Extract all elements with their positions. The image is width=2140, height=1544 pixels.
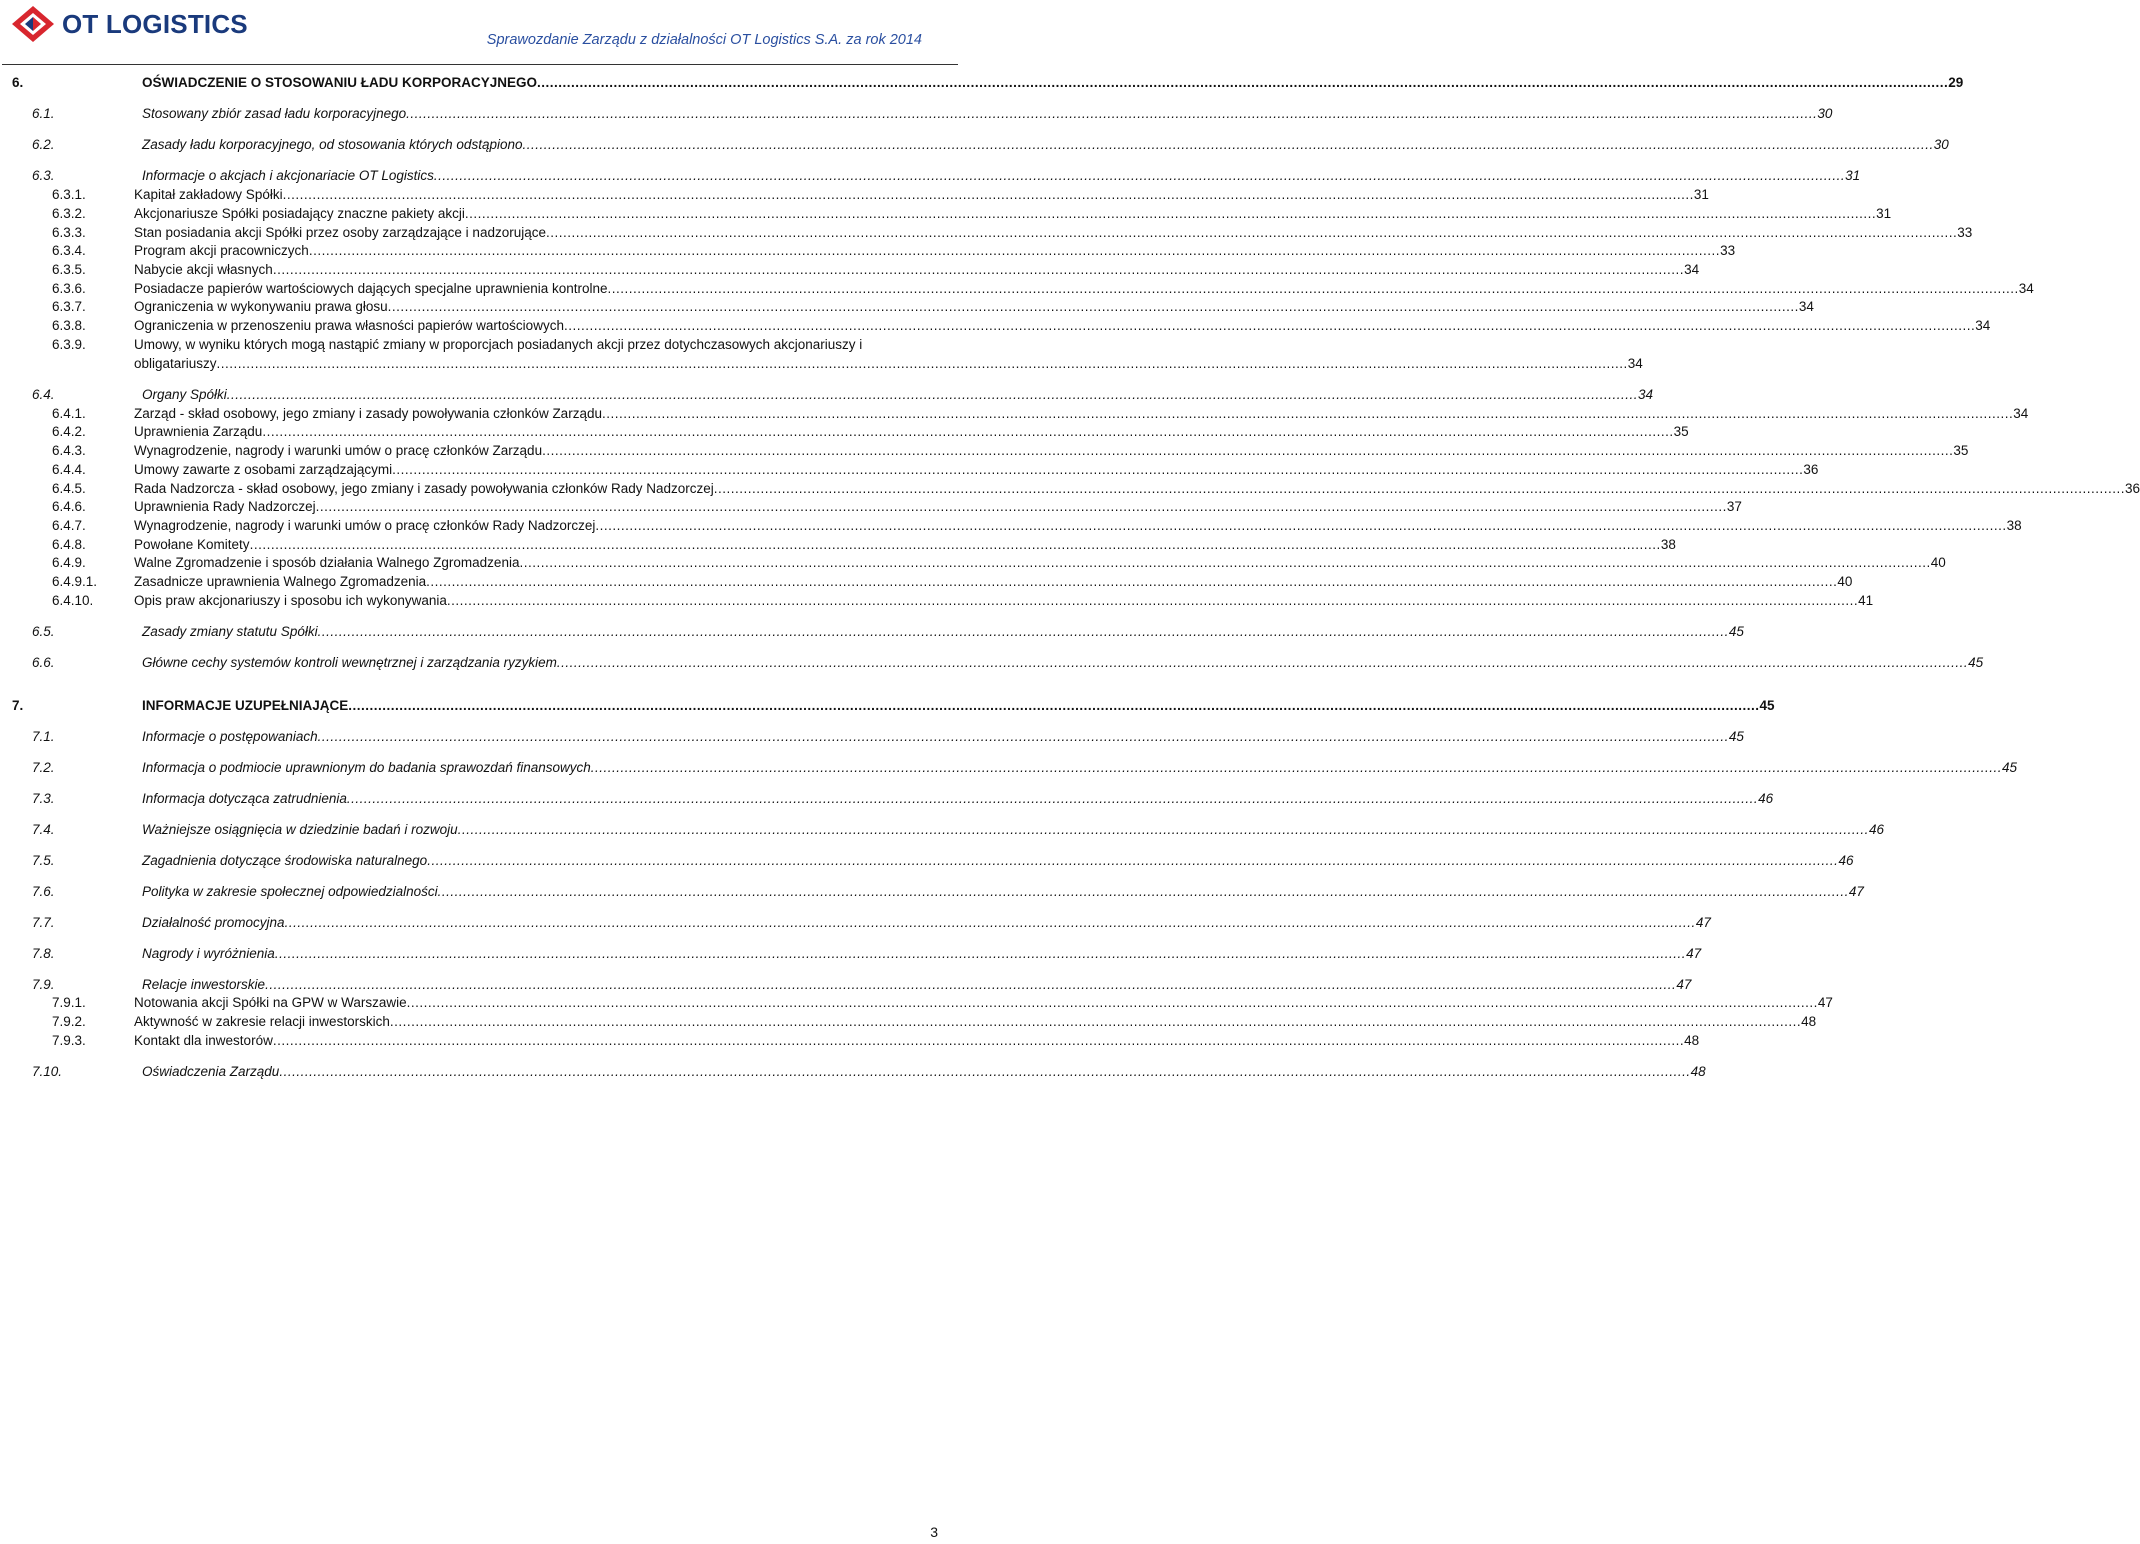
toc-entry-page: 31 (1693, 187, 1709, 202)
toc-entry-link[interactable] (134, 1032, 1700, 1050)
toc-entry-number: 6.2. (32, 137, 55, 152)
toc-entry-number: 6.4.9. (52, 555, 86, 570)
toc-entry-number: 6.3.9. (52, 337, 86, 352)
toc-entry-title: Informacja o podmiocie uprawnionym do badania sprawozdań finansowych (142, 760, 591, 775)
dot-leader (347, 790, 1758, 808)
toc-entry-page: 34 (1684, 262, 1700, 277)
toc-entry-page: 36 (2125, 481, 2140, 496)
toc-entry-link[interactable] (134, 1013, 1817, 1031)
dot-leader (595, 517, 2006, 535)
dot-leader (591, 759, 2002, 777)
toc-entry-page: 30 (1817, 106, 1833, 121)
toc-entry-page: 45 (1968, 655, 1984, 670)
toc-entry-number: 6.3.3. (52, 225, 86, 240)
dot-leader (465, 205, 1876, 223)
header-divider (2, 64, 958, 65)
toc-entry-page: 35 (1673, 424, 1689, 439)
toc-entry-page: 30 (1933, 137, 1949, 152)
toc-entry-number: 6.4.7. (52, 518, 86, 533)
toc-entry-title: Organy Spółki (142, 387, 227, 402)
toc-entry-page: 35 (1953, 443, 1969, 458)
toc-entry-link[interactable] (134, 280, 2034, 298)
toc-entry-title: Nabycie akcji własnych (134, 262, 273, 277)
dot-leader (392, 461, 1803, 479)
dot-leader (283, 186, 1694, 204)
toc-entry-number: 7.9. (32, 977, 55, 992)
toc-entry-title: Walne Zgromadzenie i sposób działania Walnego Zgromadzenia (134, 555, 520, 570)
toc-entry-title: Rada Nadzorcza - skład osobowy, jego zmiany i zasady powoływania członków Rady Nadzorczej (134, 481, 714, 496)
toc-entry-number: 6.4.6. (52, 499, 86, 514)
toc-entry-title: Informacja dotycząca zatrudnienia (142, 791, 347, 806)
dot-leader (285, 914, 1696, 932)
toc-entry-title: Wynagrodzenie, nagrody i warunki umów o pracę członków Zarządu (134, 443, 543, 458)
dot-leader (434, 167, 1845, 185)
logo-text: OT LOGISTICS (62, 8, 248, 39)
toc-entry-link[interactable] (134, 186, 1709, 204)
dot-leader (217, 355, 1628, 373)
toc-entry-number: 6.3.5. (52, 262, 86, 277)
toc-entry-number: 6.6. (32, 655, 55, 670)
toc-entry-page: 48 (1801, 1014, 1817, 1029)
dot-leader (279, 1063, 1690, 1081)
toc-entry-page: 37 (1726, 499, 1742, 514)
toc-entry-title: Ograniczenia w przenoszeniu prawa własności papierów wartościowych (134, 318, 564, 333)
toc-entry-link[interactable] (142, 697, 1775, 715)
toc-entry-title: Kontakt dla inwestorów (134, 1033, 273, 1048)
toc-entry-page: 47 (1686, 946, 1702, 961)
toc-entry-number: 6.3.4. (52, 243, 86, 258)
toc-entry-page: 45 (2002, 760, 2018, 775)
toc-entry-page: 33 (1720, 243, 1736, 258)
toc-entry-number: 7.3. (32, 791, 55, 806)
toc-entry-link[interactable] (142, 852, 1854, 870)
toc-entry-title: Stan posiadania akcji Spółki przez osoby zarządzające i nadzorujące (134, 225, 546, 240)
toc-entry-link[interactable] (134, 442, 1969, 460)
toc-entry-title: Zasadnicze uprawnienia Walnego Zgromadzenia (134, 574, 427, 589)
toc-entry-page: 45 (1728, 729, 1744, 744)
toc-entry-page: 34 (1798, 299, 1814, 314)
dot-leader (407, 994, 1818, 1012)
toc-entry-number: 7.5. (32, 853, 55, 868)
toc-entry-link[interactable] (142, 976, 1692, 994)
toc-entry-link[interactable] (134, 261, 1700, 279)
toc-entry-title: Zasady ładu korporacyjnego, od stosowania których odstąpiono (142, 137, 523, 152)
toc-entry-link[interactable] (134, 242, 1736, 260)
toc-entry-page: 41 (1858, 593, 1874, 608)
dot-leader (427, 852, 1838, 870)
toc-entry-number: 6.4.5. (52, 481, 86, 496)
toc-entry-page: 31 (1876, 206, 1892, 221)
toc-entry-link[interactable] (142, 623, 1744, 641)
toc-entry-page: 34 (2018, 281, 2034, 296)
toc-entry-number: 6.3. (32, 168, 55, 183)
dot-leader (438, 883, 1849, 901)
toc-entry-link[interactable] (134, 517, 2022, 535)
toc-entry-number: 6.3.6. (52, 281, 86, 296)
toc-entry-link[interactable] (142, 105, 1833, 123)
dot-leader (227, 386, 1638, 404)
toc-entry-number: 6.3.2. (52, 206, 86, 221)
toc-entry-title: Stosowany zbiór zasad ładu korporacyjnego (142, 106, 407, 121)
toc-entry-page: 31 (1845, 168, 1861, 183)
toc-entry-title: Polityka w zakresie społecznej odpowiedzialności (142, 884, 438, 899)
toc-entry-link[interactable] (142, 654, 1984, 672)
toc-entry-title: Nagrody i wyróżnienia (142, 946, 275, 961)
toc-entry-title: Ograniczenia w wykonywaniu prawa głosu (134, 299, 388, 314)
toc-entry-page: 40 (1837, 574, 1853, 589)
dot-leader (519, 554, 1930, 572)
dot-leader (390, 1013, 1801, 1031)
toc-entry-title: Uprawnienia Rady Nadzorczej (134, 499, 316, 514)
toc-entry-page: 47 (1695, 915, 1711, 930)
dot-leader (265, 976, 1676, 994)
toc-entry-page: 46 (1758, 791, 1774, 806)
toc-entry-number: 6.4.8. (52, 537, 86, 552)
toc-entry-number: 6. (12, 75, 24, 90)
toc-entry-page: 34 (1638, 387, 1654, 402)
toc-entry-link[interactable] (134, 405, 2029, 423)
dot-leader (714, 480, 2125, 498)
dot-leader (318, 623, 1729, 641)
toc-entry-title: obligatariuszy (134, 356, 217, 371)
toc-entry-title: Akcjonariusze Spółki posiadający znaczne pakiety akcji (134, 206, 465, 221)
toc-entry-number: 7.7. (32, 915, 55, 930)
toc-entry-link[interactable] (134, 554, 1946, 572)
toc-entry-title: OŚWIADCZENIE O STOSOWANIU ŁADU KORPORACYJNEGO (142, 75, 538, 90)
toc-entry-title: Program akcji pracowniczych (134, 243, 309, 258)
toc-entry-number: 6.4.1. (52, 406, 86, 421)
dot-leader (275, 945, 1686, 963)
toc-entry-page: 40 (1930, 555, 1946, 570)
dot-leader (273, 1032, 1684, 1050)
toc-entry-link[interactable] (134, 573, 1853, 591)
toc-entry-page: 34 (2013, 406, 2029, 421)
toc-entry-link[interactable] (142, 136, 1949, 154)
toc-entry-number: 7. (12, 698, 24, 713)
dot-leader (250, 536, 1661, 554)
toc-entry-page: 34 (1975, 318, 1991, 333)
dot-leader (316, 498, 1727, 516)
toc-entry-page: 47 (1817, 995, 1833, 1010)
toc-entry-link[interactable] (142, 728, 1744, 746)
toc-entry-page: 48 (1684, 1033, 1700, 1048)
toc-entry-link[interactable] (142, 790, 1774, 808)
toc-entry-link[interactable] (134, 355, 1643, 373)
toc-entry-title: Umowy zawarte z osobami zarządzającymi (134, 462, 393, 477)
dot-leader (388, 298, 1799, 316)
toc-entry-page: 46 (1838, 853, 1854, 868)
dot-leader (262, 423, 1673, 441)
dot-leader (546, 224, 1957, 242)
toc-entry-number: 7.9.2. (52, 1014, 86, 1029)
toc-entry-number: 6.4.9.1. (52, 574, 98, 589)
dot-leader (447, 592, 1858, 610)
toc-entry-link[interactable] (134, 994, 1833, 1012)
dot-leader (426, 573, 1837, 591)
toc-entry-page: 48 (1690, 1064, 1706, 1079)
toc-entry-number: 6.3.7. (52, 299, 86, 314)
toc-entry-title: Uprawnienia Zarządu (134, 424, 263, 439)
dot-leader (602, 405, 2013, 423)
toc-entry-number: 6.4.4. (52, 462, 86, 477)
toc-entry-number: 6.4. (32, 387, 55, 402)
report-title: Sprawozdanie Zarządu z działalności OT Logistics S.A. za rok 2014 (486, 32, 922, 48)
toc-entry-page: 45 (1728, 624, 1744, 639)
toc-entry-page: 46 (1868, 822, 1884, 837)
toc-entry-number: 7.4. (32, 822, 55, 837)
dot-leader (458, 821, 1869, 839)
toc-entry-title: Główne cechy systemów kontroli wewnętrznej i zarządzania ryzykiem (142, 655, 557, 670)
toc-entry-title-line1: Umowy, w wyniku których mogą nastąpić zmiany w proporcjach posiadanych akcji przez dotychczasowych akcjonariuszy i (134, 337, 863, 352)
toc-entry-number: 6.4.3. (52, 443, 86, 458)
toc-entry-title: Notowania akcji Spółki na GPW w Warszawie (134, 995, 407, 1010)
dot-leader (273, 261, 1684, 279)
toc-entry-number: 7.1. (32, 729, 55, 744)
toc-entry-title: Opis praw akcjonariuszy i sposobu ich wykonywania (134, 593, 447, 608)
toc-entry-number: 7.9.3. (52, 1033, 86, 1048)
dot-leader (557, 654, 1968, 672)
toc-entry-number: 7.8. (32, 946, 55, 961)
toc-entry-link[interactable] (134, 480, 2140, 498)
toc-entry-page: 36 (1803, 462, 1819, 477)
toc-entry-title: Ważniejsze osiągnięcia w dziedzinie badań i rozwoju (142, 822, 458, 837)
toc-entry-page: 38 (2006, 518, 2022, 533)
toc-entry-title: Powołane Komitety (134, 537, 250, 552)
dot-leader (309, 242, 1720, 260)
toc-entry-link[interactable] (134, 423, 1689, 441)
toc-entry-link[interactable] (134, 298, 1814, 316)
toc-entry-link[interactable] (134, 461, 1819, 479)
toc-entry-title: Zarząd - skład osobowy, jego zmiany i zasady powoływania członków Zarządu (134, 406, 602, 421)
toc-entry-link[interactable] (142, 759, 2018, 777)
dot-leader (348, 697, 1759, 715)
toc-entry-page: 47 (1848, 884, 1864, 899)
toc-entry-page: 45 (1759, 698, 1775, 713)
dot-leader (542, 442, 1953, 460)
dot-leader (522, 136, 1933, 154)
toc-entry-number: 6.1. (32, 106, 55, 121)
toc-entry-number: 7.2. (32, 760, 55, 775)
toc-entry-link[interactable] (134, 205, 1892, 223)
toc-entry-link[interactable] (134, 317, 1991, 335)
toc-entry-number: 7.10. (32, 1064, 63, 1079)
toc-entry-link[interactable] (142, 914, 1711, 932)
toc-entry-page: 38 (1660, 537, 1676, 552)
toc-entry-number: 7.6. (32, 884, 55, 899)
toc-entry-link[interactable] (142, 945, 1702, 963)
toc-entry-page: 29 (1948, 75, 1964, 90)
toc-entry-link[interactable] (142, 1063, 1706, 1081)
dot-leader (406, 105, 1817, 123)
toc-entry-title: Oświadczenia Zarządu (142, 1064, 280, 1079)
toc-entry-link[interactable] (142, 386, 1654, 404)
dot-leader (608, 280, 2019, 298)
toc-entry-link[interactable] (134, 536, 1676, 554)
toc-entry-link[interactable] (142, 821, 1884, 839)
dot-leader (537, 74, 1948, 92)
dot-leader (318, 728, 1729, 746)
ot-logistics-logo-icon (10, 4, 56, 44)
toc-entry-number: 7.9.1. (52, 995, 86, 1010)
toc-entry-number: 6.4.2. (52, 424, 86, 439)
page-number: 3 (930, 1524, 938, 1540)
company-logo (10, 4, 248, 44)
toc-entry-page: 34 (1627, 356, 1643, 371)
toc-entry-number: 6.3.1. (52, 187, 86, 202)
toc-entry-title: Wynagrodzenie, nagrody i warunki umów o pracę członków Rady Nadzorczej (134, 518, 596, 533)
toc-entry-link[interactable] (134, 592, 1874, 610)
toc-entry-number: 6.4.10. (52, 593, 94, 608)
toc-entry-link[interactable] (142, 74, 1964, 92)
toc-entry-page: 47 (1676, 977, 1692, 992)
toc-entry-title: Informacje o akcjach i akcjonariacie OT Logistics (142, 168, 434, 183)
toc-entry-link[interactable] (134, 224, 1973, 242)
toc-entry-page: 33 (1957, 225, 1973, 240)
toc-entry-title: Posiadacze papierów wartościowych dających specjalne uprawnienia kontrolne (134, 281, 608, 296)
toc-entry-title: Kapitał zakładowy Spółki (134, 187, 283, 202)
toc-entry-link[interactable] (134, 498, 1742, 516)
toc-entry-link[interactable] (142, 883, 1864, 901)
toc-entry-title: Zasady zmiany statutu Spółki (142, 624, 318, 639)
toc-entry-title: Informacje o postępowaniach (142, 729, 318, 744)
toc-entry-title: INFORMACJE UZUPEŁNIAJĄCE (142, 698, 349, 713)
dot-leader (564, 317, 1975, 335)
toc-entry-number: 6.3.8. (52, 318, 86, 333)
toc-entry-title: Zagadnienia dotyczące środowiska naturalnego (142, 853, 428, 868)
toc-entry-title: Aktywność w zakresie relacji inwestorskich (134, 1014, 390, 1029)
toc-entry-link[interactable] (142, 167, 1861, 185)
toc-entry-title: Działalność promocyjna (142, 915, 285, 930)
toc-entry-number: 6.5. (32, 624, 55, 639)
toc-entry-title: Relacje inwestorskie (142, 977, 266, 992)
